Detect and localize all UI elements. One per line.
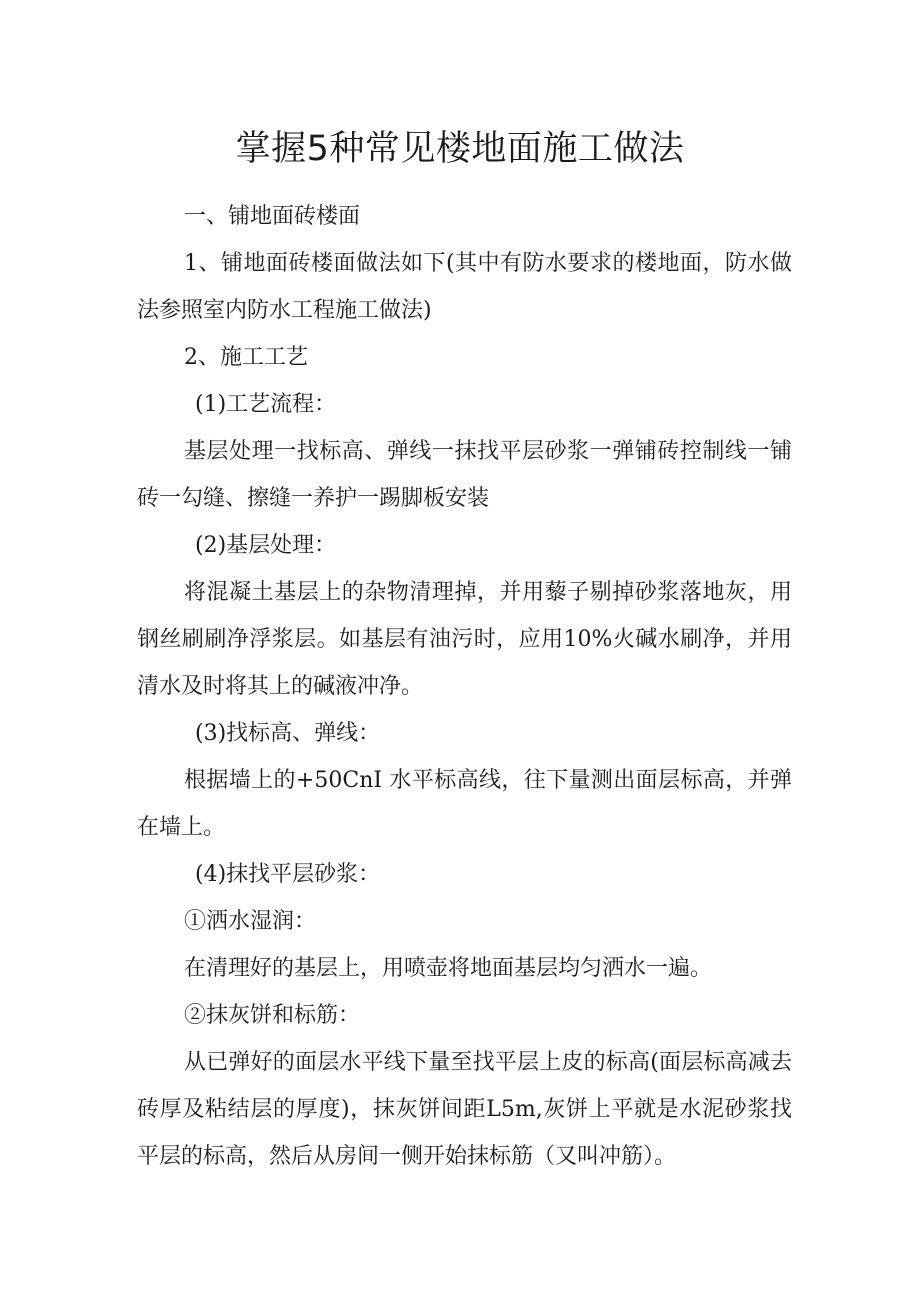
step-heading: (2)基层处理：	[195, 533, 337, 558]
paragraph: 1、铺地面砖楼面做法如下(其中有防水要求的楼地面，防水做法参照室内防水工程施工做法)	[137, 251, 792, 323]
step-heading: (1)工艺流程：	[195, 392, 337, 417]
section-heading: 一、铺地面砖楼面	[184, 204, 361, 229]
paragraph: 根据墙上的+50CnI 水平标高线，往下量测出面层标高，并弹在墙上。	[137, 768, 792, 840]
substep-heading: ①洒水湿润：	[184, 909, 317, 934]
paragraph: 将混凝土基层上的杂物清理掉，并用藜子剔掉砂浆落地灰，用钢丝刷刷净浮浆层。如基层有油污时，应用10%火碱水刷净，并用清水及时将其上的碱液冲净。	[137, 580, 792, 699]
paragraph: 从已弹好的面层水平线下量至找平层上皮的标高(面层标高减去砖厚及粘结层的厚度)，抹灰饼间距L5m,灰饼上平就是水泥砂浆找平层的标高，然后从房间一侧开始抹标筋（又叫冲筋）。	[137, 1050, 792, 1169]
step-heading: (3)找标高、弹线：	[195, 721, 381, 746]
subsection-heading: 2、施工工艺	[184, 345, 308, 370]
step-heading: (4)抹找平层砂浆：	[195, 862, 381, 887]
substep-heading: ②抹灰饼和标筋：	[184, 1003, 361, 1028]
paragraph: 基层处理一找标高、弹线一抹找平层砂浆一弹铺砖控制线一铺砖一勾缝、擦缝一养护一踢脚板安装	[137, 439, 792, 511]
document-body	[137, 193, 792, 1180]
paragraph: 在清理好的基层上，用喷壶将地面基层均匀洒水一遍。	[184, 956, 713, 981]
document-title: 掌握5种常见楼地面施工做法	[235, 129, 685, 169]
